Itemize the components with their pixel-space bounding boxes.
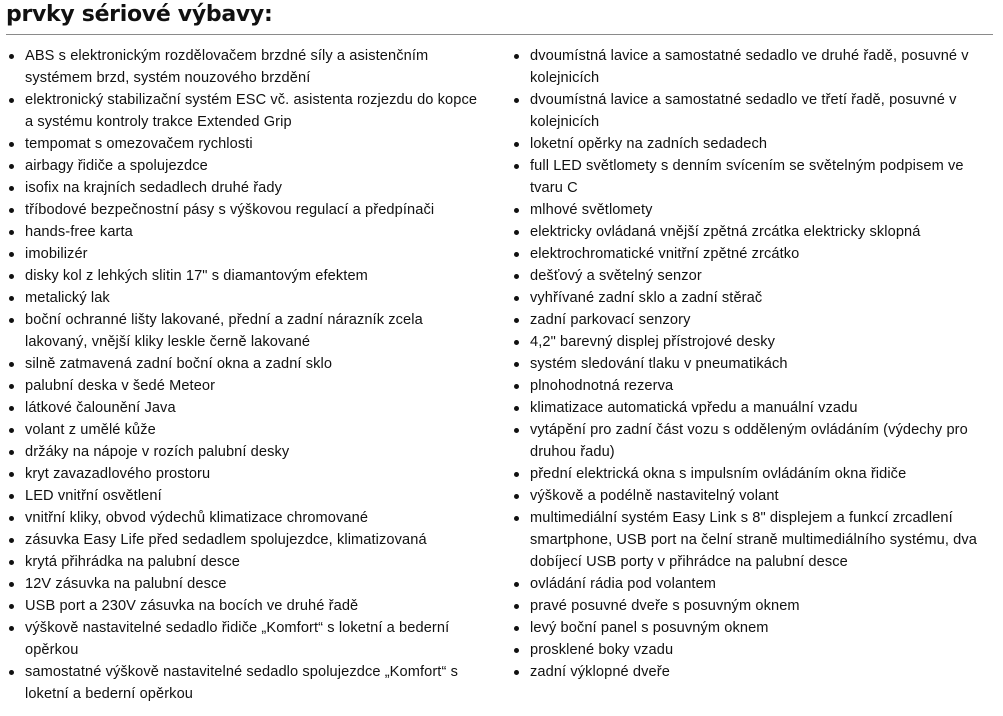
equipment-item: 4,2" barevný displej přístrojové desky <box>511 331 993 353</box>
equipment-item: loketní opěrky na zadních sedadech <box>511 133 993 155</box>
equipment-item: zásuvka Easy Life před sedadlem spolujezdce, klimatizovaná <box>6 529 486 551</box>
equipment-item: palubní deska v šedé Meteor <box>6 375 486 397</box>
equipment-item: dešťový a světelný senzor <box>511 265 993 287</box>
equipment-item: vyhřívané zadní sklo a zadní stěrač <box>511 287 993 309</box>
equipment-item: tempomat s omezovačem rychlosti <box>6 133 486 155</box>
equipment-item: USB port a 230V zásuvka na bocích ve druhé řadě <box>6 595 486 617</box>
equipment-item: kryt zavazadlového prostoru <box>6 463 486 485</box>
equipment-item: držáky na nápoje v rozích palubní desky <box>6 441 486 463</box>
equipment-item: zadní výklopné dveře <box>511 661 993 683</box>
equipment-item: přední elektrická okna s impulsním ovládáním okna řidiče <box>511 463 993 485</box>
equipment-item: volant z umělé kůže <box>6 419 486 441</box>
equipment-item: zadní parkovací senzory <box>511 309 993 331</box>
equipment-item: ABS s elektronickým rozdělovačem brzdné síly a asistenčním systémem brzd, systém nouzového brzdění <box>6 45 486 89</box>
equipment-item: LED vnitřní osvětlení <box>6 485 486 507</box>
equipment-item: látkové čalounění Java <box>6 397 486 419</box>
equipment-item: ovládání rádia pod volantem <box>511 573 993 595</box>
equipment-item: dvoumístná lavice a samostatné sedadlo ve druhé řadě, posuvné v kolejnicích <box>511 45 993 89</box>
equipment-item: krytá přihrádka na palubní desce <box>6 551 486 573</box>
equipment-item: isofix na krajních sedadlech druhé řady <box>6 177 486 199</box>
page-title: prvky sériové výbavy: <box>6 2 273 27</box>
equipment-item: samostatné výškově nastavitelné sedadlo spolujezdce „Komfort“ s loketní a bederní opěrkou <box>6 661 486 705</box>
equipment-list-left <box>6 45 486 705</box>
equipment-item: pravé posuvné dveře s posuvným oknem <box>511 595 993 617</box>
equipment-item: silně zatmavená zadní boční okna a zadní sklo <box>6 353 486 375</box>
title-divider <box>6 34 993 35</box>
equipment-item: imobilizér <box>6 243 486 265</box>
equipment-item: hands-free karta <box>6 221 486 243</box>
equipment-item: elektricky ovládaná vnější zpětná zrcátka elektricky sklopná <box>511 221 993 243</box>
equipment-item: 12V zásuvka na palubní desce <box>6 573 486 595</box>
equipment-item: vytápění pro zadní část vozu s odděleným ovládáním (výdechy pro druhou řadu) <box>511 419 993 463</box>
equipment-item: levý boční panel s posuvným oknem <box>511 617 993 639</box>
equipment-item: vnitřní kliky, obvod výdechů klimatizace chromované <box>6 507 486 529</box>
equipment-item: multimediální systém Easy Link s 8" displejem a funkcí zrcadlení smartphone, USB port na čelní straně multimediálního systému, dva dobíjecí USB porty v přihrádce na palubní desce <box>511 507 993 573</box>
equipment-item: full LED světlomety s denním svícením se světelným podpisem ve tvaru C <box>511 155 993 199</box>
equipment-item: disky kol z lehkých slitin 17" s diamantovým efektem <box>6 265 486 287</box>
equipment-item: klimatizace automatická vpředu a manuální vzadu <box>511 397 993 419</box>
equipment-item: dvoumístná lavice a samostatné sedadlo ve třetí řadě, posuvné v kolejnicích <box>511 89 993 133</box>
equipment-item: výškově a podélně nastavitelný volant <box>511 485 993 507</box>
equipment-item: boční ochranné lišty lakované, přední a zadní nárazník zcela lakovaný, vnější kliky leskle černě lakované <box>6 309 486 353</box>
equipment-item: výškově nastavitelné sedadlo řidiče „Komfort“ s loketní a bederní opěrkou <box>6 617 486 661</box>
equipment-item: tříbodové bezpečnostní pásy s výškovou regulací a předpínači <box>6 199 486 221</box>
equipment-item: elektronický stabilizační systém ESC vč. asistenta rozjezdu do kopce a systému kontroly trakce Extended Grip <box>6 89 486 133</box>
equipment-list-right <box>511 45 993 683</box>
equipment-item: metalický lak <box>6 287 486 309</box>
equipment-item: airbagy řidiče a spolujezdce <box>6 155 486 177</box>
equipment-item: plnohodnotná rezerva <box>511 375 993 397</box>
equipment-item: elektrochromatické vnitřní zpětné zrcátko <box>511 243 993 265</box>
equipment-item: mlhové světlomety <box>511 199 993 221</box>
equipment-item: prosklené boky vzadu <box>511 639 993 661</box>
equipment-item: systém sledování tlaku v pneumatikách <box>511 353 993 375</box>
